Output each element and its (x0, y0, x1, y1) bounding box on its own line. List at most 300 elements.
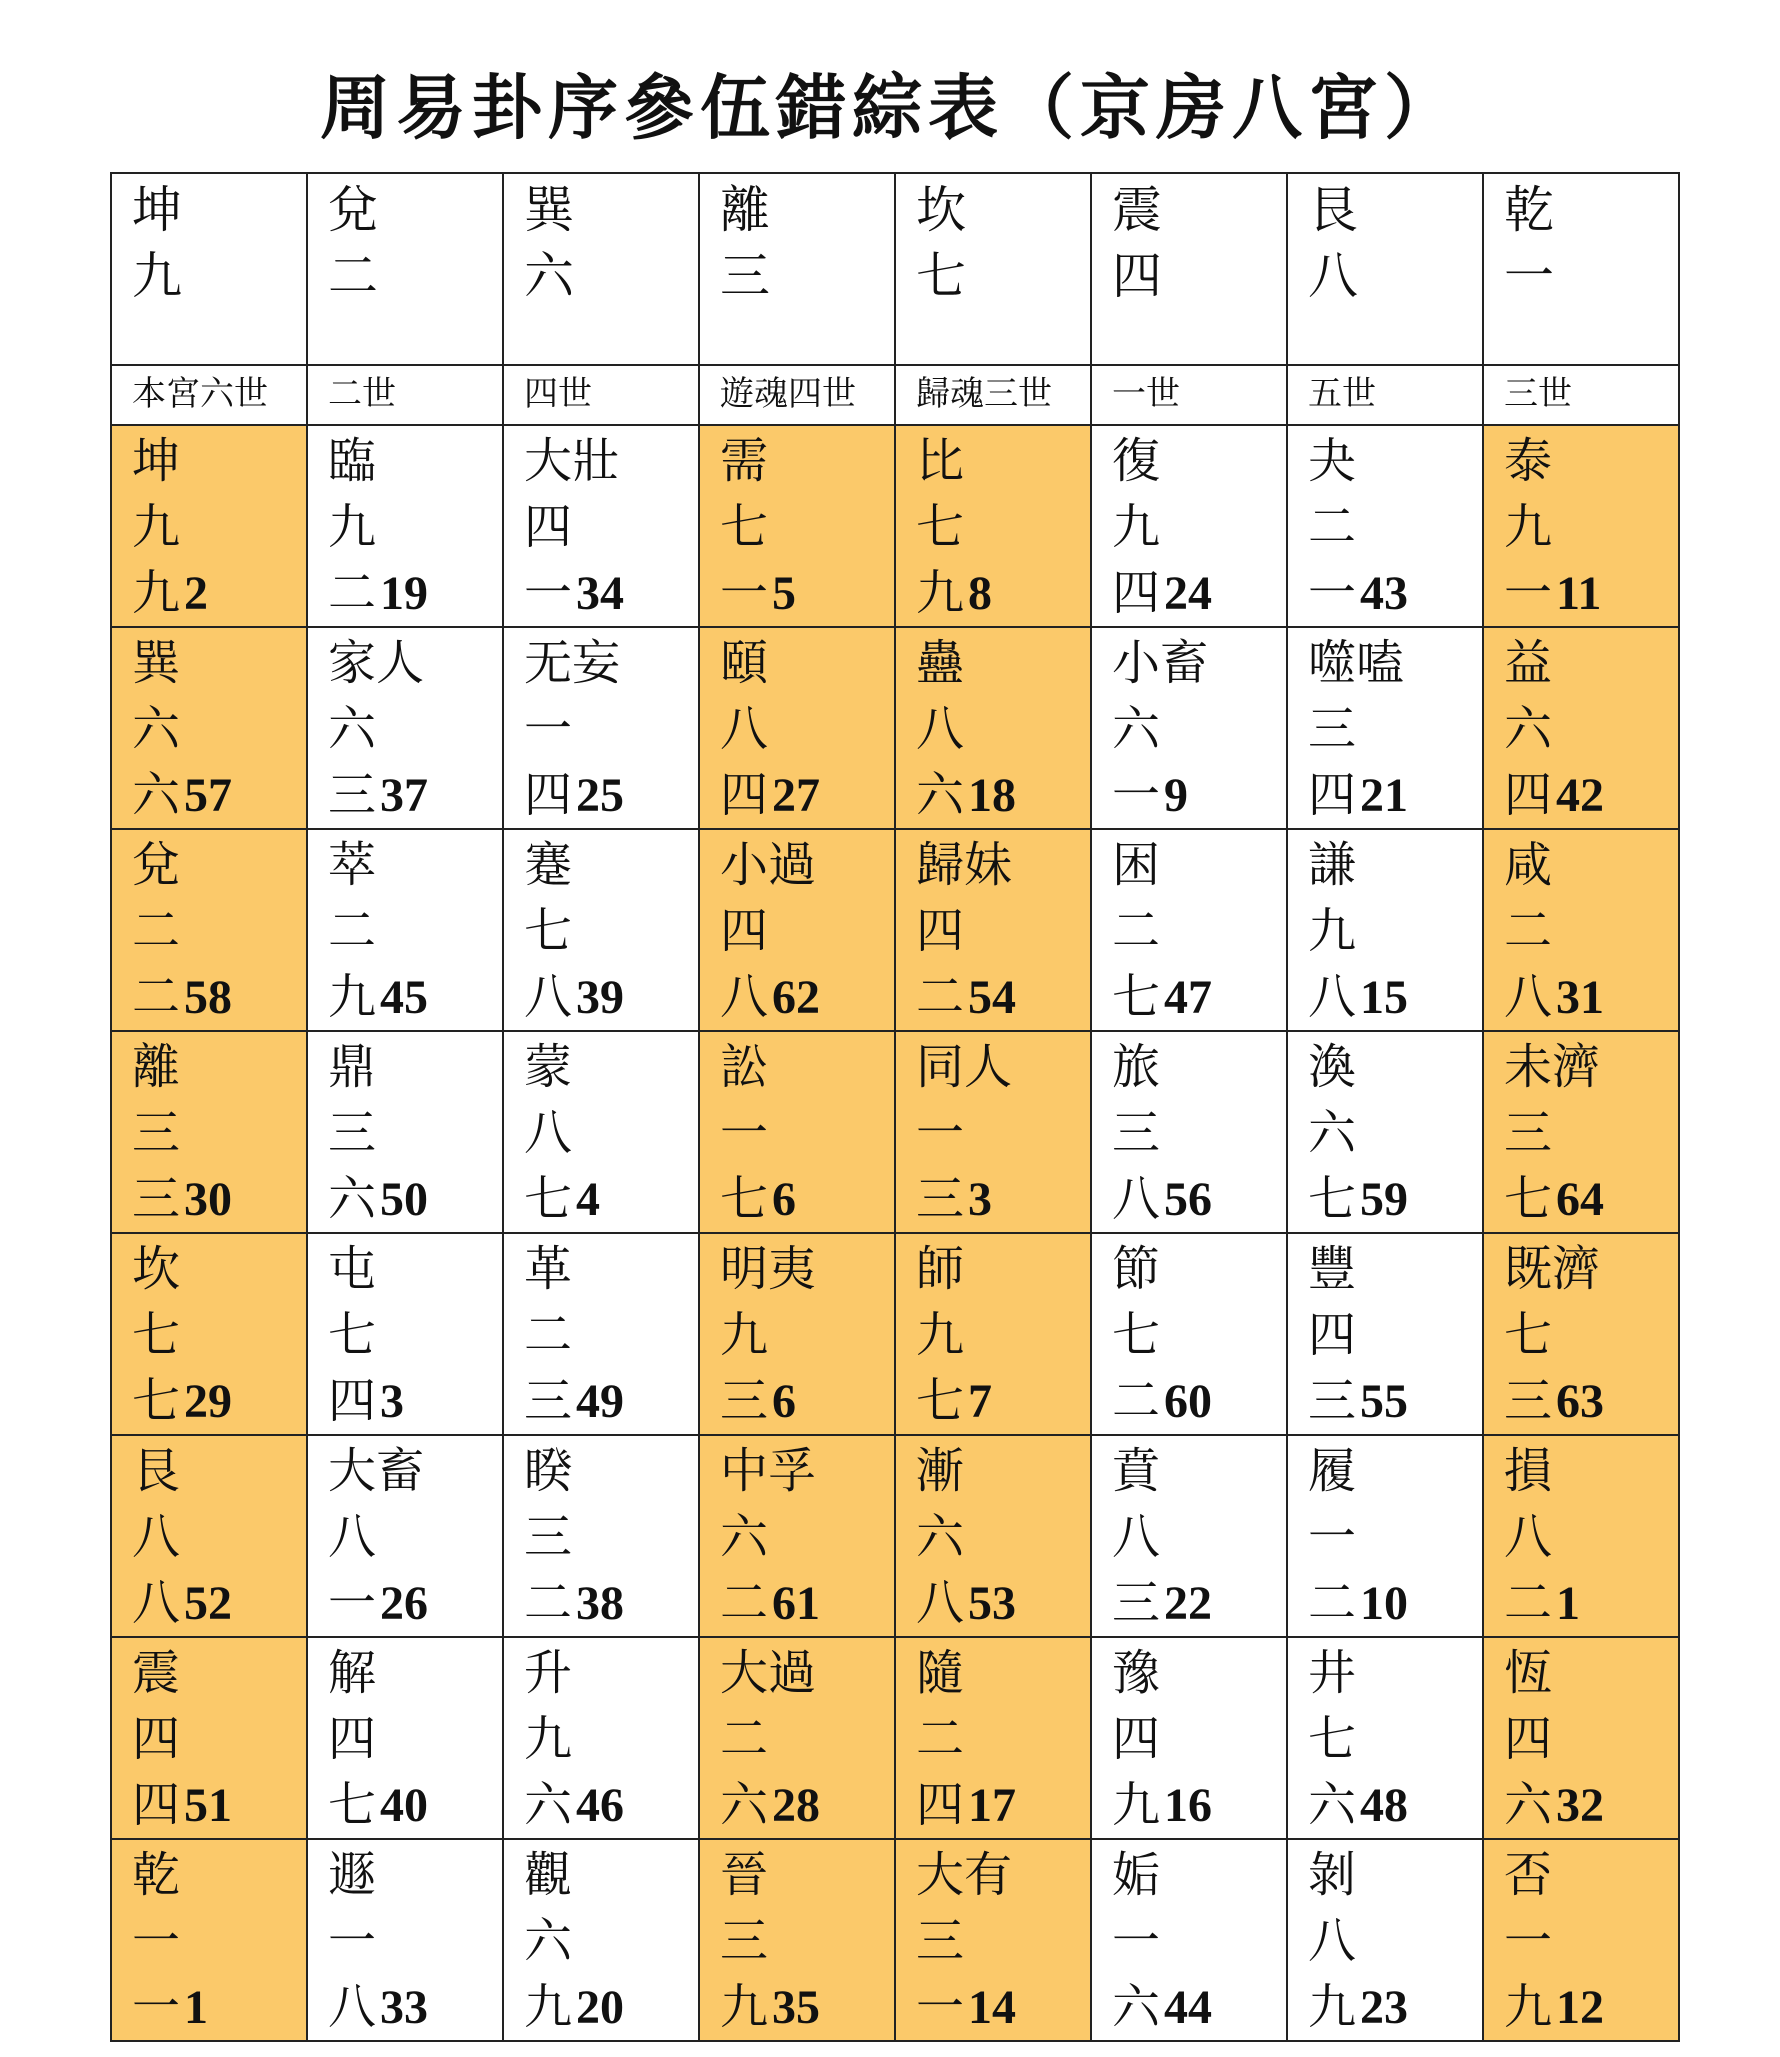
lower-trigram-line (916, 1368, 1090, 1434)
upper-trigram-number: 六 (720, 1509, 769, 1565)
sequence-number: 2 (184, 567, 209, 620)
lower-trigram-line (132, 762, 306, 828)
hexagram-name: 大過 (720, 1645, 817, 1701)
sequence-number: 33 (380, 1981, 429, 2034)
upper-trigram-number: 六 (1308, 1105, 1357, 1161)
hexagram-name: 井 (1308, 1645, 1357, 1701)
lower-trigram-line (1308, 1772, 1482, 1838)
hexagram-cell (111, 1637, 307, 1839)
hexagram-name: 訟 (720, 1039, 769, 1095)
lower-trigram-number: 九 (132, 565, 181, 621)
hexagram-cell (1091, 627, 1287, 829)
hexagram-row (111, 425, 1679, 627)
palace-number: 三 (720, 247, 770, 305)
hexagram-name: 兌 (132, 837, 181, 893)
hexagram-name: 損 (1504, 1443, 1553, 1499)
sequence-number: 61 (772, 1577, 821, 1630)
lower-trigram-number: 七 (328, 1777, 377, 1833)
hexagram-cell (503, 1435, 699, 1637)
lower-trigram-number: 二 (328, 565, 377, 621)
hexagram-cell (1091, 1637, 1287, 1839)
upper-trigram-number: 二 (1308, 499, 1357, 555)
hexagram-cell (1091, 1435, 1287, 1637)
hexagram-cell (111, 1435, 307, 1637)
sequence-number: 18 (968, 769, 1017, 822)
lower-trigram-line (1308, 1368, 1482, 1434)
lower-trigram-line (132, 560, 306, 626)
lower-trigram-line (1308, 1570, 1482, 1636)
hexagram-name: 噬嗑 (1308, 635, 1405, 691)
hexagram-row (111, 627, 1679, 829)
hexagram-name: 剝 (1308, 1847, 1357, 1903)
hexagram-cell (1483, 1637, 1679, 1839)
lower-trigram-number: 七 (720, 1171, 769, 1227)
hexagram-cell (307, 425, 503, 627)
lower-trigram-line (1112, 964, 1286, 1030)
upper-trigram-number: 九 (1308, 903, 1357, 959)
generation-cell (1483, 365, 1679, 425)
sequence-number: 42 (1556, 769, 1605, 822)
lower-trigram-number: 九 (1308, 1979, 1357, 2035)
hexagram-name: 節 (1112, 1241, 1161, 1297)
lower-trigram-line (524, 1368, 698, 1434)
hexagram-cell (895, 425, 1091, 627)
palace-name: 巽 (524, 181, 574, 239)
hexagram-cell (699, 1031, 895, 1233)
sequence-number: 1 (1556, 1577, 1581, 1630)
lower-trigram-number: 六 (1112, 1979, 1161, 2035)
hexagram-name: 頤 (720, 635, 769, 691)
lower-trigram-number: 二 (524, 1575, 573, 1631)
sequence-number: 52 (184, 1577, 233, 1630)
lower-trigram-line (524, 1772, 698, 1838)
sequence-number: 43 (1360, 567, 1409, 620)
upper-trigram-number: 四 (132, 1711, 181, 1767)
lower-trigram-number: 二 (1112, 1373, 1161, 1429)
lower-trigram-number: 一 (524, 565, 573, 621)
hexagram-cell (1091, 829, 1287, 1031)
generation-label: 一世 (1112, 374, 1180, 414)
palace-number: 六 (524, 247, 574, 305)
hexagram-name: 賁 (1112, 1443, 1161, 1499)
lower-trigram-number: 七 (524, 1171, 573, 1227)
lower-trigram-number: 七 (916, 1373, 965, 1429)
sequence-number: 23 (1360, 1981, 1409, 2034)
generation-label: 五世 (1308, 374, 1376, 414)
upper-trigram-number: 一 (720, 1105, 769, 1161)
lower-trigram-line (1308, 964, 1482, 1030)
hexagram-name: 需 (720, 433, 769, 489)
upper-trigram-number: 八 (524, 1105, 573, 1161)
palace-header-cell (895, 173, 1091, 365)
palace-header-cell (111, 173, 307, 365)
hexagram-cell (895, 1839, 1091, 2041)
generation-label: 本宮六世 (132, 374, 268, 414)
generation-label: 歸魂三世 (916, 374, 1052, 414)
lower-trigram-number: 八 (132, 1575, 181, 1631)
sequence-number: 51 (184, 1779, 233, 1832)
lower-trigram-line (328, 1570, 502, 1636)
lower-trigram-number: 六 (328, 1171, 377, 1227)
hexagram-cell (1091, 1233, 1287, 1435)
lower-trigram-number: 八 (1308, 969, 1357, 1025)
hexagram-name: 比 (916, 433, 965, 489)
palace-header-cell (503, 173, 699, 365)
lower-trigram-number: 九 (720, 1979, 769, 2035)
hexagram-name: 離 (132, 1039, 181, 1095)
lower-trigram-line (720, 762, 894, 828)
lower-trigram-number: 八 (328, 1979, 377, 2035)
palace-name: 離 (720, 181, 770, 239)
sequence-number: 4 (576, 1173, 601, 1226)
hexagram-cell (503, 1233, 699, 1435)
lower-trigram-number: 一 (1308, 565, 1357, 621)
upper-trigram-number: 六 (328, 701, 377, 757)
lower-trigram-line (328, 1368, 502, 1434)
sequence-number: 57 (184, 769, 233, 822)
lower-trigram-number: 一 (132, 1979, 181, 2035)
hexagram-cell (111, 1839, 307, 2041)
lower-trigram-number: 四 (1112, 565, 1161, 621)
hexagram-name: 否 (1504, 1847, 1553, 1903)
lower-trigram-line (720, 1368, 894, 1434)
lower-trigram-line (132, 964, 306, 1030)
lower-trigram-line (524, 560, 698, 626)
hexagram-row (111, 1031, 1679, 1233)
lower-trigram-number: 八 (1504, 969, 1553, 1025)
hexagram-name: 革 (524, 1241, 573, 1297)
lower-trigram-line (720, 560, 894, 626)
lower-trigram-line (328, 762, 502, 828)
sequence-number: 25 (576, 769, 625, 822)
lower-trigram-number: 六 (916, 767, 965, 823)
hexagram-name: 解 (328, 1645, 377, 1701)
hexagram-name: 蹇 (524, 837, 573, 893)
lower-trigram-line (720, 1974, 894, 2040)
upper-trigram-number: 九 (1504, 499, 1553, 555)
generation-label: 遊魂四世 (720, 374, 856, 414)
hexagram-name: 蒙 (524, 1039, 573, 1095)
lower-trigram-line (132, 1974, 306, 2040)
lower-trigram-line (916, 1772, 1090, 1838)
lower-trigram-line (1112, 1368, 1286, 1434)
upper-trigram-number: 七 (524, 903, 573, 959)
lower-trigram-number: 二 (1308, 1575, 1357, 1631)
hexagram-cell (895, 627, 1091, 829)
lower-trigram-line (1112, 1772, 1286, 1838)
sequence-number: 24 (1164, 567, 1213, 620)
sequence-number: 3 (380, 1375, 405, 1428)
sequence-number: 22 (1164, 1577, 1213, 1630)
upper-trigram-number: 三 (1504, 1105, 1553, 1161)
hexagram-cell (1287, 627, 1483, 829)
sequence-number: 3 (968, 1173, 993, 1226)
lower-trigram-number: 八 (720, 969, 769, 1025)
palace-header-cell (1091, 173, 1287, 365)
hexagram-row (111, 1839, 1679, 2041)
palace-name: 乾 (1504, 181, 1554, 239)
generation-cell (307, 365, 503, 425)
sequence-number: 63 (1556, 1375, 1605, 1428)
upper-trigram-number: 六 (916, 1509, 965, 1565)
hexagram-name: 鼎 (328, 1039, 377, 1095)
lower-trigram-number: 七 (132, 1373, 181, 1429)
upper-trigram-number: 三 (1308, 701, 1357, 757)
lower-trigram-line (1504, 560, 1678, 626)
lower-trigram-line (1112, 1974, 1286, 2040)
lower-trigram-line (720, 964, 894, 1030)
lower-trigram-line (1112, 1166, 1286, 1232)
hexagram-name: 晉 (720, 1847, 769, 1903)
sequence-number: 30 (184, 1173, 233, 1226)
palace-number: 一 (1504, 247, 1554, 305)
lower-trigram-line (1504, 964, 1678, 1030)
hexagram-name: 大有 (916, 1847, 1013, 1903)
sequence-number: 39 (576, 971, 625, 1024)
hexagram-cell (1091, 1031, 1287, 1233)
lower-trigram-number: 一 (720, 565, 769, 621)
hexagram-name: 屯 (328, 1241, 377, 1297)
lower-trigram-number: 八 (1112, 1171, 1161, 1227)
sequence-number: 12 (1556, 1981, 1605, 2034)
hexagram-cell (1287, 829, 1483, 1031)
upper-trigram-number: 四 (524, 499, 573, 555)
hexagram-row (111, 1435, 1679, 1637)
upper-trigram-number: 三 (720, 1913, 769, 1969)
hexagram-cell (1287, 1637, 1483, 1839)
sequence-number: 50 (380, 1173, 429, 1226)
hexagram-cell (699, 1233, 895, 1435)
hexagram-cell (1483, 1233, 1679, 1435)
hexagram-cell (307, 1839, 503, 2041)
hexagram-cell (895, 1233, 1091, 1435)
lower-trigram-line (328, 1166, 502, 1232)
sequence-number: 28 (772, 1779, 821, 1832)
sequence-number: 47 (1164, 971, 1213, 1024)
upper-trigram-number: 九 (720, 1307, 769, 1363)
generation-label: 二世 (328, 374, 396, 414)
hexagram-cell (503, 425, 699, 627)
hexagram-name: 師 (916, 1241, 965, 1297)
hexagram-name: 謙 (1308, 837, 1357, 893)
sequence-number: 48 (1360, 1779, 1409, 1832)
hexagram-row (111, 1637, 1679, 1839)
sequence-number: 26 (380, 1577, 429, 1630)
lower-trigram-number: 三 (1112, 1575, 1161, 1631)
lower-trigram-number: 三 (328, 767, 377, 823)
generation-cell (895, 365, 1091, 425)
hexagram-name: 中孚 (720, 1443, 817, 1499)
sequence-number: 9 (1164, 769, 1189, 822)
upper-trigram-number: 四 (1308, 1307, 1357, 1363)
lower-trigram-line (328, 1974, 502, 2040)
lower-trigram-line (720, 1166, 894, 1232)
upper-trigram-number: 二 (916, 1711, 965, 1767)
upper-trigram-number: 一 (1308, 1509, 1357, 1565)
hexagram-row (111, 1233, 1679, 1435)
hexagram-cell (307, 627, 503, 829)
lower-trigram-line (1504, 1570, 1678, 1636)
lower-trigram-number: 三 (132, 1171, 181, 1227)
hexagram-name: 小畜 (1112, 635, 1209, 691)
hexagram-cell (895, 829, 1091, 1031)
sequence-number: 38 (576, 1577, 625, 1630)
upper-trigram-number: 八 (720, 701, 769, 757)
hexagram-cell (1483, 1839, 1679, 2041)
hexagram-cell (699, 1839, 895, 2041)
upper-trigram-number: 四 (1504, 1711, 1553, 1767)
upper-trigram-number: 一 (524, 701, 573, 757)
hexagram-cell (699, 425, 895, 627)
hexagram-name: 既濟 (1504, 1241, 1601, 1297)
upper-trigram-number: 二 (328, 903, 377, 959)
upper-trigram-number: 六 (1504, 701, 1553, 757)
upper-trigram-number: 七 (1112, 1307, 1161, 1363)
hexagram-name: 未濟 (1504, 1039, 1601, 1095)
lower-trigram-line (1504, 762, 1678, 828)
hexagram-name: 歸妹 (916, 837, 1013, 893)
sequence-number: 15 (1360, 971, 1409, 1024)
hexagram-name: 坎 (132, 1241, 181, 1297)
hexagram-name: 遯 (328, 1847, 377, 1903)
lower-trigram-line (524, 1974, 698, 2040)
hexagram-cell (111, 1031, 307, 1233)
upper-trigram-number: 三 (1112, 1105, 1161, 1161)
generation-cell (1091, 365, 1287, 425)
sequence-number: 64 (1556, 1173, 1605, 1226)
lower-trigram-number: 一 (1504, 565, 1553, 621)
upper-trigram-number: 四 (916, 903, 965, 959)
sequence-number: 62 (772, 971, 821, 1024)
hexagram-name: 困 (1112, 837, 1161, 893)
sequence-number: 56 (1164, 1173, 1213, 1226)
hexagram-cell (307, 1233, 503, 1435)
lower-trigram-number: 九 (328, 969, 377, 1025)
lower-trigram-line (1504, 1974, 1678, 2040)
hexagram-name: 恆 (1504, 1645, 1553, 1701)
lower-trigram-number: 六 (132, 767, 181, 823)
sequence-number: 21 (1360, 769, 1409, 822)
hexagram-cell (503, 1031, 699, 1233)
sequence-number: 40 (380, 1779, 429, 1832)
sequence-number: 27 (772, 769, 821, 822)
lower-trigram-line (1112, 1570, 1286, 1636)
upper-trigram-number: 四 (1112, 1711, 1161, 1767)
lower-trigram-line (1504, 1368, 1678, 1434)
lower-trigram-line (328, 560, 502, 626)
hexagram-cell (307, 829, 503, 1031)
lower-trigram-number: 二 (720, 1575, 769, 1631)
sequence-number: 14 (968, 1981, 1017, 2034)
lower-trigram-number: 六 (720, 1777, 769, 1833)
generation-cell (503, 365, 699, 425)
hexagram-name: 大壯 (524, 433, 621, 489)
lower-trigram-number: 七 (1112, 969, 1161, 1025)
hexagram-row (111, 829, 1679, 1031)
hexagram-cell (307, 1637, 503, 1839)
lower-trigram-line (132, 1368, 306, 1434)
upper-trigram-number: 七 (916, 499, 965, 555)
upper-trigram-number: 六 (524, 1913, 573, 1969)
upper-trigram-number: 九 (916, 1307, 965, 1363)
sequence-number: 1 (184, 1981, 209, 2034)
lower-trigram-line (132, 1772, 306, 1838)
upper-trigram-number: 九 (328, 499, 377, 555)
upper-trigram-number: 一 (328, 1913, 377, 1969)
upper-trigram-number: 四 (720, 903, 769, 959)
lower-trigram-number: 九 (1112, 1777, 1161, 1833)
lower-trigram-number: 六 (524, 1777, 573, 1833)
lower-trigram-number: 三 (1504, 1373, 1553, 1429)
lower-trigram-number: 六 (1504, 1777, 1553, 1833)
palace-number: 二 (328, 247, 378, 305)
upper-trigram-number: 八 (328, 1509, 377, 1565)
upper-trigram-number: 二 (524, 1307, 573, 1363)
lower-trigram-number: 一 (916, 1979, 965, 2035)
upper-trigram-number: 二 (132, 903, 181, 959)
hexagram-cell (111, 425, 307, 627)
hexagram-name: 乾 (132, 1847, 181, 1903)
sequence-number: 44 (1164, 1981, 1213, 2034)
upper-trigram-number: 七 (1504, 1307, 1553, 1363)
upper-trigram-number: 一 (1112, 1913, 1161, 1969)
lower-trigram-line (524, 1570, 698, 1636)
lower-trigram-line (1308, 560, 1482, 626)
sequence-number: 37 (380, 769, 429, 822)
upper-trigram-number: 三 (916, 1913, 965, 1969)
lower-trigram-line (916, 1166, 1090, 1232)
lower-trigram-number: 九 (1504, 1979, 1553, 2035)
lower-trigram-line (524, 762, 698, 828)
sequence-number: 35 (772, 1981, 821, 2034)
upper-trigram-number: 一 (916, 1105, 965, 1161)
upper-trigram-number: 九 (524, 1711, 573, 1767)
upper-trigram-number: 八 (1504, 1509, 1553, 1565)
hexagram-name: 萃 (328, 837, 377, 893)
lower-trigram-number: 三 (524, 1373, 573, 1429)
sequence-number: 53 (968, 1577, 1017, 1630)
generation-label: 三世 (1504, 374, 1572, 414)
generation-cell (1287, 365, 1483, 425)
hexagram-name: 隨 (916, 1645, 965, 1701)
hexagram-name: 夬 (1308, 433, 1357, 489)
upper-trigram-number: 七 (1308, 1711, 1357, 1767)
palace-name: 坤 (132, 181, 182, 239)
hexagram-cell (1483, 425, 1679, 627)
upper-trigram-number: 三 (328, 1105, 377, 1161)
palace-number: 九 (132, 247, 182, 305)
upper-trigram-number: 八 (1308, 1913, 1357, 1969)
hexagram-name: 豫 (1112, 1645, 1161, 1701)
hexagram-cell (1483, 829, 1679, 1031)
hexagram-name: 泰 (1504, 433, 1553, 489)
lower-trigram-line (916, 964, 1090, 1030)
lower-trigram-number: 二 (916, 969, 965, 1025)
hexagram-name: 觀 (524, 1847, 573, 1903)
lower-trigram-line (916, 762, 1090, 828)
sequence-number: 49 (576, 1375, 625, 1428)
lower-trigram-number: 八 (916, 1575, 965, 1631)
hexagram-cell (307, 1435, 503, 1637)
hexagram-cell (307, 1031, 503, 1233)
hexagram-cell (503, 829, 699, 1031)
hexagram-cell (1091, 425, 1287, 627)
hexagram-name: 坤 (132, 433, 181, 489)
hexagram-name: 旅 (1112, 1039, 1161, 1095)
sequence-number: 29 (184, 1375, 233, 1428)
hexagram-cell (503, 1637, 699, 1839)
lower-trigram-number: 二 (132, 969, 181, 1025)
